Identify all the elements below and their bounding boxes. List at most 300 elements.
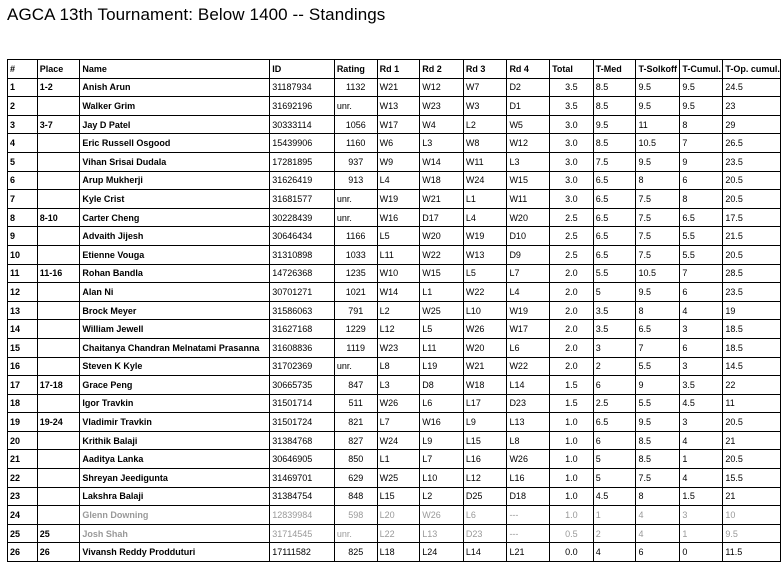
tiebreak-cumulative: 3 <box>680 320 723 339</box>
row-place <box>37 320 80 339</box>
round-2-result: L7 <box>420 450 464 469</box>
row-num: 9 <box>8 227 38 246</box>
total-score: 1.5 <box>550 376 594 395</box>
row-num: 25 <box>8 524 38 543</box>
row-place <box>37 171 80 190</box>
total-score: 0.5 <box>550 524 594 543</box>
tiebreak-median: 3.5 <box>593 301 636 320</box>
tiebreak-median: 8.5 <box>593 97 636 116</box>
round-2-result: D17 <box>420 208 464 227</box>
row-place: 17-18 <box>37 376 80 395</box>
round-2-result: L1 <box>420 283 464 302</box>
round-4-result: L21 <box>507 543 550 562</box>
player-rating: 629 <box>334 469 377 488</box>
round-3-result: L9 <box>463 413 507 432</box>
player-name: Grace Peng <box>80 376 270 395</box>
player-rating: 1119 <box>334 338 377 357</box>
player-id: 31692196 <box>270 97 335 116</box>
table-row <box>8 543 781 562</box>
tiebreak-solkoff: 5.5 <box>636 357 680 376</box>
table-row <box>8 190 781 209</box>
tiebreak-median: 1 <box>593 506 636 525</box>
table-row <box>8 506 781 525</box>
round-3-result: W20 <box>463 338 507 357</box>
round-2-result: W15 <box>420 264 464 283</box>
tiebreak-cumulative: 6 <box>680 338 723 357</box>
player-rating: 825 <box>334 543 377 562</box>
round-2-result: L24 <box>420 543 464 562</box>
player-rating: 1235 <box>334 264 377 283</box>
round-4-result: L4 <box>507 283 550 302</box>
row-place <box>37 357 80 376</box>
tiebreak-solkoff: 4 <box>636 506 680 525</box>
table-row <box>8 376 781 395</box>
round-3-result: L6 <box>463 506 507 525</box>
table-row <box>8 524 781 543</box>
row-num: 24 <box>8 506 38 525</box>
tiebreak-cumulative: 6 <box>680 171 723 190</box>
total-score: 1.0 <box>550 450 594 469</box>
total-score: 3.0 <box>550 115 594 134</box>
tiebreak-opp-cumulative: 23.5 <box>723 152 781 171</box>
tiebreak-cumulative: 7 <box>680 264 723 283</box>
player-id: 31384768 <box>270 431 335 450</box>
row-place <box>37 506 80 525</box>
player-name: Walker Grim <box>80 97 270 116</box>
tiebreak-cumulative: 4 <box>680 431 723 450</box>
table-row <box>8 394 781 413</box>
total-score: 2.0 <box>550 264 594 283</box>
total-score: 2.0 <box>550 320 594 339</box>
player-name: Jay D Patel <box>80 115 270 134</box>
table-row <box>8 134 781 153</box>
total-score: 3.0 <box>550 152 594 171</box>
col-header-topcumul: T-Op. cumul. <box>723 60 781 79</box>
row-place <box>37 469 80 488</box>
row-num: 4 <box>8 134 38 153</box>
player-id: 31187934 <box>270 78 335 97</box>
tiebreak-median: 9.5 <box>593 115 636 134</box>
round-1-result: W6 <box>377 134 420 153</box>
round-2-result: L10 <box>420 469 464 488</box>
player-rating: 1033 <box>334 245 377 264</box>
row-place <box>37 283 80 302</box>
round-2-result: L13 <box>420 524 464 543</box>
tiebreak-median: 3 <box>593 338 636 357</box>
standings-table <box>7 59 781 562</box>
table-row <box>8 115 781 134</box>
tiebreak-median: 6 <box>593 376 636 395</box>
row-place: 3-7 <box>37 115 80 134</box>
player-rating: 1021 <box>334 283 377 302</box>
player-rating: 1132 <box>334 78 377 97</box>
round-3-result: L15 <box>463 431 507 450</box>
round-4-result: L13 <box>507 413 550 432</box>
row-num: 18 <box>8 394 38 413</box>
player-rating: 848 <box>334 487 377 506</box>
round-3-result: D23 <box>463 524 507 543</box>
player-rating: 913 <box>334 171 377 190</box>
round-3-result: W11 <box>463 152 507 171</box>
round-3-result: D25 <box>463 487 507 506</box>
tiebreak-opp-cumulative: 29 <box>723 115 781 134</box>
tiebreak-cumulative: 9.5 <box>680 78 723 97</box>
tiebreak-solkoff: 7.5 <box>636 227 680 246</box>
row-place <box>37 487 80 506</box>
round-4-result: W19 <box>507 301 550 320</box>
tiebreak-median: 3.5 <box>593 320 636 339</box>
player-id: 31469701 <box>270 469 335 488</box>
row-place <box>37 338 80 357</box>
table-row <box>8 301 781 320</box>
tiebreak-cumulative: 6 <box>680 283 723 302</box>
round-2-result: W22 <box>420 245 464 264</box>
round-1-result: W23 <box>377 338 420 357</box>
row-place <box>37 97 80 116</box>
header-row <box>8 60 781 79</box>
player-rating: 511 <box>334 394 377 413</box>
col-header-id: ID <box>270 60 335 79</box>
total-score: 3.0 <box>550 190 594 209</box>
round-4-result: L16 <box>507 469 550 488</box>
round-2-result: W23 <box>420 97 464 116</box>
player-id: 30646434 <box>270 227 335 246</box>
player-id: 30665735 <box>270 376 335 395</box>
player-id: 12839984 <box>270 506 335 525</box>
round-4-result: D1 <box>507 97 550 116</box>
player-rating: 598 <box>334 506 377 525</box>
player-id: 17281895 <box>270 152 335 171</box>
player-id: 31681577 <box>270 190 335 209</box>
table-row <box>8 413 781 432</box>
tiebreak-median: 6.5 <box>593 208 636 227</box>
round-4-result: L8 <box>507 431 550 450</box>
col-header-rd3: Rd 3 <box>463 60 507 79</box>
player-rating: 847 <box>334 376 377 395</box>
round-1-result: L2 <box>377 301 420 320</box>
player-name: Steven K Kyle <box>80 357 270 376</box>
tiebreak-median: 5 <box>593 450 636 469</box>
round-3-result: W3 <box>463 97 507 116</box>
round-2-result: L19 <box>420 357 464 376</box>
round-3-result: W8 <box>463 134 507 153</box>
round-4-result: --- <box>507 524 550 543</box>
round-1-result: W25 <box>377 469 420 488</box>
round-1-result: W21 <box>377 78 420 97</box>
player-name: Chaitanya Chandran Melnatami Prasanna <box>80 338 270 357</box>
table-row <box>8 152 781 171</box>
tiebreak-cumulative: 1 <box>680 450 723 469</box>
table-row <box>8 208 781 227</box>
round-2-result: W12 <box>420 78 464 97</box>
tiebreak-solkoff: 8 <box>636 171 680 190</box>
player-id: 31384754 <box>270 487 335 506</box>
player-name: Advaith Jijesh <box>80 227 270 246</box>
tiebreak-opp-cumulative: 20.5 <box>723 245 781 264</box>
round-1-result: L7 <box>377 413 420 432</box>
round-3-result: W24 <box>463 171 507 190</box>
player-id: 14726368 <box>270 264 335 283</box>
player-name: Vladimir Travkin <box>80 413 270 432</box>
total-score: 2.0 <box>550 338 594 357</box>
round-4-result: W22 <box>507 357 550 376</box>
tiebreak-median: 5.5 <box>593 264 636 283</box>
tiebreak-solkoff: 7.5 <box>636 245 680 264</box>
tiebreak-opp-cumulative: 22 <box>723 376 781 395</box>
tiebreak-cumulative: 1 <box>680 524 723 543</box>
table-row <box>8 78 781 97</box>
player-name: Carter Cheng <box>80 208 270 227</box>
tiebreak-median: 6.5 <box>593 190 636 209</box>
total-score: 3.5 <box>550 97 594 116</box>
round-1-result: L4 <box>377 171 420 190</box>
player-id: 31627168 <box>270 320 335 339</box>
row-place <box>37 450 80 469</box>
player-name: Vihan Srisai Dudala <box>80 152 270 171</box>
player-rating: 937 <box>334 152 377 171</box>
tiebreak-opp-cumulative: 11.5 <box>723 543 781 562</box>
round-3-result: L14 <box>463 543 507 562</box>
round-3-result: W21 <box>463 357 507 376</box>
row-place: 1-2 <box>37 78 80 97</box>
row-num: 16 <box>8 357 38 376</box>
row-place: 8-10 <box>37 208 80 227</box>
player-id: 31608836 <box>270 338 335 357</box>
player-id: 30228439 <box>270 208 335 227</box>
row-place <box>37 394 80 413</box>
row-num: 10 <box>8 245 38 264</box>
player-name: Alan Ni <box>80 283 270 302</box>
tiebreak-opp-cumulative: 10 <box>723 506 781 525</box>
tiebreak-median: 8.5 <box>593 78 636 97</box>
tiebreak-cumulative: 3 <box>680 413 723 432</box>
round-2-result: L2 <box>420 487 464 506</box>
tiebreak-cumulative: 6.5 <box>680 208 723 227</box>
round-3-result: W18 <box>463 376 507 395</box>
row-place <box>37 245 80 264</box>
round-4-result: --- <box>507 506 550 525</box>
player-rating: unr. <box>334 357 377 376</box>
row-num: 1 <box>8 78 38 97</box>
player-rating: 827 <box>334 431 377 450</box>
player-rating: unr. <box>334 190 377 209</box>
col-header-rating: Rating <box>334 60 377 79</box>
total-score: 1.0 <box>550 431 594 450</box>
round-1-result: L8 <box>377 357 420 376</box>
tiebreak-solkoff: 9.5 <box>636 97 680 116</box>
col-header-num: # <box>8 60 38 79</box>
player-rating: 1056 <box>334 115 377 134</box>
row-num: 15 <box>8 338 38 357</box>
round-4-result: W26 <box>507 450 550 469</box>
row-num: 11 <box>8 264 38 283</box>
player-name: Vivansh Reddy Prodduturi <box>80 543 270 562</box>
row-place <box>37 431 80 450</box>
round-1-result: W17 <box>377 115 420 134</box>
round-3-result: L2 <box>463 115 507 134</box>
round-1-result: L1 <box>377 450 420 469</box>
tiebreak-solkoff: 7.5 <box>636 190 680 209</box>
tiebreak-cumulative: 5.5 <box>680 227 723 246</box>
total-score: 2.0 <box>550 283 594 302</box>
tiebreak-opp-cumulative: 18.5 <box>723 320 781 339</box>
round-4-result: D2 <box>507 78 550 97</box>
round-2-result: W16 <box>420 413 464 432</box>
col-header-total: Total <box>550 60 594 79</box>
round-3-result: L1 <box>463 190 507 209</box>
player-rating: unr. <box>334 208 377 227</box>
tiebreak-opp-cumulative: 20.5 <box>723 190 781 209</box>
round-1-result: W16 <box>377 208 420 227</box>
col-header-tsolkoff: T-Solkoff <box>636 60 680 79</box>
round-3-result: L16 <box>463 450 507 469</box>
player-name: Igor Travkin <box>80 394 270 413</box>
table-row <box>8 320 781 339</box>
player-id: 31310898 <box>270 245 335 264</box>
round-3-result: W19 <box>463 227 507 246</box>
player-id: 31714545 <box>270 524 335 543</box>
round-1-result: L3 <box>377 376 420 395</box>
tiebreak-solkoff: 5.5 <box>636 394 680 413</box>
col-header-rd1: Rd 1 <box>377 60 420 79</box>
tiebreak-median: 4 <box>593 543 636 562</box>
round-1-result: L11 <box>377 245 420 264</box>
total-score: 1.5 <box>550 394 594 413</box>
round-4-result: L3 <box>507 152 550 171</box>
tiebreak-solkoff: 9.5 <box>636 78 680 97</box>
round-1-result: W26 <box>377 394 420 413</box>
tiebreak-opp-cumulative: 21 <box>723 431 781 450</box>
row-place <box>37 152 80 171</box>
round-1-result: L18 <box>377 543 420 562</box>
tiebreak-solkoff: 6.5 <box>636 320 680 339</box>
tiebreak-median: 5 <box>593 283 636 302</box>
total-score: 2.0 <box>550 357 594 376</box>
round-1-result: W9 <box>377 152 420 171</box>
tiebreak-opp-cumulative: 28.5 <box>723 264 781 283</box>
player-id: 15439906 <box>270 134 335 153</box>
player-id: 17111582 <box>270 543 335 562</box>
round-3-result: L4 <box>463 208 507 227</box>
round-3-result: L5 <box>463 264 507 283</box>
round-3-result: W7 <box>463 78 507 97</box>
table-row <box>8 431 781 450</box>
row-place <box>37 134 80 153</box>
tiebreak-solkoff: 10.5 <box>636 264 680 283</box>
round-3-result: L12 <box>463 469 507 488</box>
round-1-result: L22 <box>377 524 420 543</box>
round-4-result: D9 <box>507 245 550 264</box>
round-3-result: W13 <box>463 245 507 264</box>
player-rating: 791 <box>334 301 377 320</box>
table-row <box>8 227 781 246</box>
tiebreak-solkoff: 9 <box>636 376 680 395</box>
total-score: 2.5 <box>550 227 594 246</box>
player-rating: unr. <box>334 97 377 116</box>
tiebreak-opp-cumulative: 18.5 <box>723 338 781 357</box>
round-4-result: D10 <box>507 227 550 246</box>
col-header-place: Place <box>37 60 80 79</box>
tiebreak-solkoff: 8 <box>636 301 680 320</box>
row-num: 19 <box>8 413 38 432</box>
row-num: 26 <box>8 543 38 562</box>
round-3-result: L17 <box>463 394 507 413</box>
player-id: 30646905 <box>270 450 335 469</box>
row-num: 17 <box>8 376 38 395</box>
tiebreak-opp-cumulative: 17.5 <box>723 208 781 227</box>
table-row <box>8 97 781 116</box>
page-title: AGCA 13th Tournament: Below 1400 -- Standings <box>7 5 386 24</box>
row-place: 11-16 <box>37 264 80 283</box>
round-2-result: W21 <box>420 190 464 209</box>
player-rating: 821 <box>334 413 377 432</box>
tiebreak-solkoff: 8 <box>636 487 680 506</box>
player-id: 30333114 <box>270 115 335 134</box>
tiebreak-median: 2 <box>593 357 636 376</box>
table-row <box>8 357 781 376</box>
round-1-result: W24 <box>377 431 420 450</box>
row-place: 19-24 <box>37 413 80 432</box>
player-name: Lakshra Balaji <box>80 487 270 506</box>
row-num: 13 <box>8 301 38 320</box>
tiebreak-solkoff: 8.5 <box>636 431 680 450</box>
tiebreak-solkoff: 9.5 <box>636 152 680 171</box>
row-num: 8 <box>8 208 38 227</box>
row-num: 23 <box>8 487 38 506</box>
tiebreak-opp-cumulative: 20.5 <box>723 171 781 190</box>
tiebreak-cumulative: 9.5 <box>680 97 723 116</box>
round-4-result: D23 <box>507 394 550 413</box>
tiebreak-median: 6.5 <box>593 413 636 432</box>
total-score: 3.0 <box>550 171 594 190</box>
row-place <box>37 227 80 246</box>
player-name: Eric Russell Osgood <box>80 134 270 153</box>
player-name: Arup Mukherji <box>80 171 270 190</box>
player-rating: unr. <box>334 524 377 543</box>
round-3-result: W22 <box>463 283 507 302</box>
col-header-tcumul: T-Cumul. <box>680 60 723 79</box>
tiebreak-solkoff: 10.5 <box>636 134 680 153</box>
round-3-result: L10 <box>463 301 507 320</box>
tiebreak-solkoff: 9.5 <box>636 413 680 432</box>
tiebreak-solkoff: 4 <box>636 524 680 543</box>
total-score: 2.5 <box>550 208 594 227</box>
round-1-result: W14 <box>377 283 420 302</box>
round-1-result: L15 <box>377 487 420 506</box>
tiebreak-solkoff: 9.5 <box>636 283 680 302</box>
total-score: 1.0 <box>550 506 594 525</box>
table-row <box>8 487 781 506</box>
row-num: 3 <box>8 115 38 134</box>
player-name: Aaditya Lanka <box>80 450 270 469</box>
round-2-result: W18 <box>420 171 464 190</box>
col-header-tmed: T-Med <box>593 60 636 79</box>
tiebreak-median: 8.5 <box>593 134 636 153</box>
round-1-result: W10 <box>377 264 420 283</box>
tiebreak-solkoff: 11 <box>636 115 680 134</box>
total-score: 1.0 <box>550 487 594 506</box>
round-2-result: L11 <box>420 338 464 357</box>
round-4-result: W20 <box>507 208 550 227</box>
tiebreak-opp-cumulative: 11 <box>723 394 781 413</box>
tiebreak-median: 6.5 <box>593 171 636 190</box>
tiebreak-opp-cumulative: 23.5 <box>723 283 781 302</box>
total-score: 1.0 <box>550 469 594 488</box>
tiebreak-opp-cumulative: 15.5 <box>723 469 781 488</box>
tiebreak-opp-cumulative: 26.5 <box>723 134 781 153</box>
round-4-result: L14 <box>507 376 550 395</box>
table-row <box>8 264 781 283</box>
